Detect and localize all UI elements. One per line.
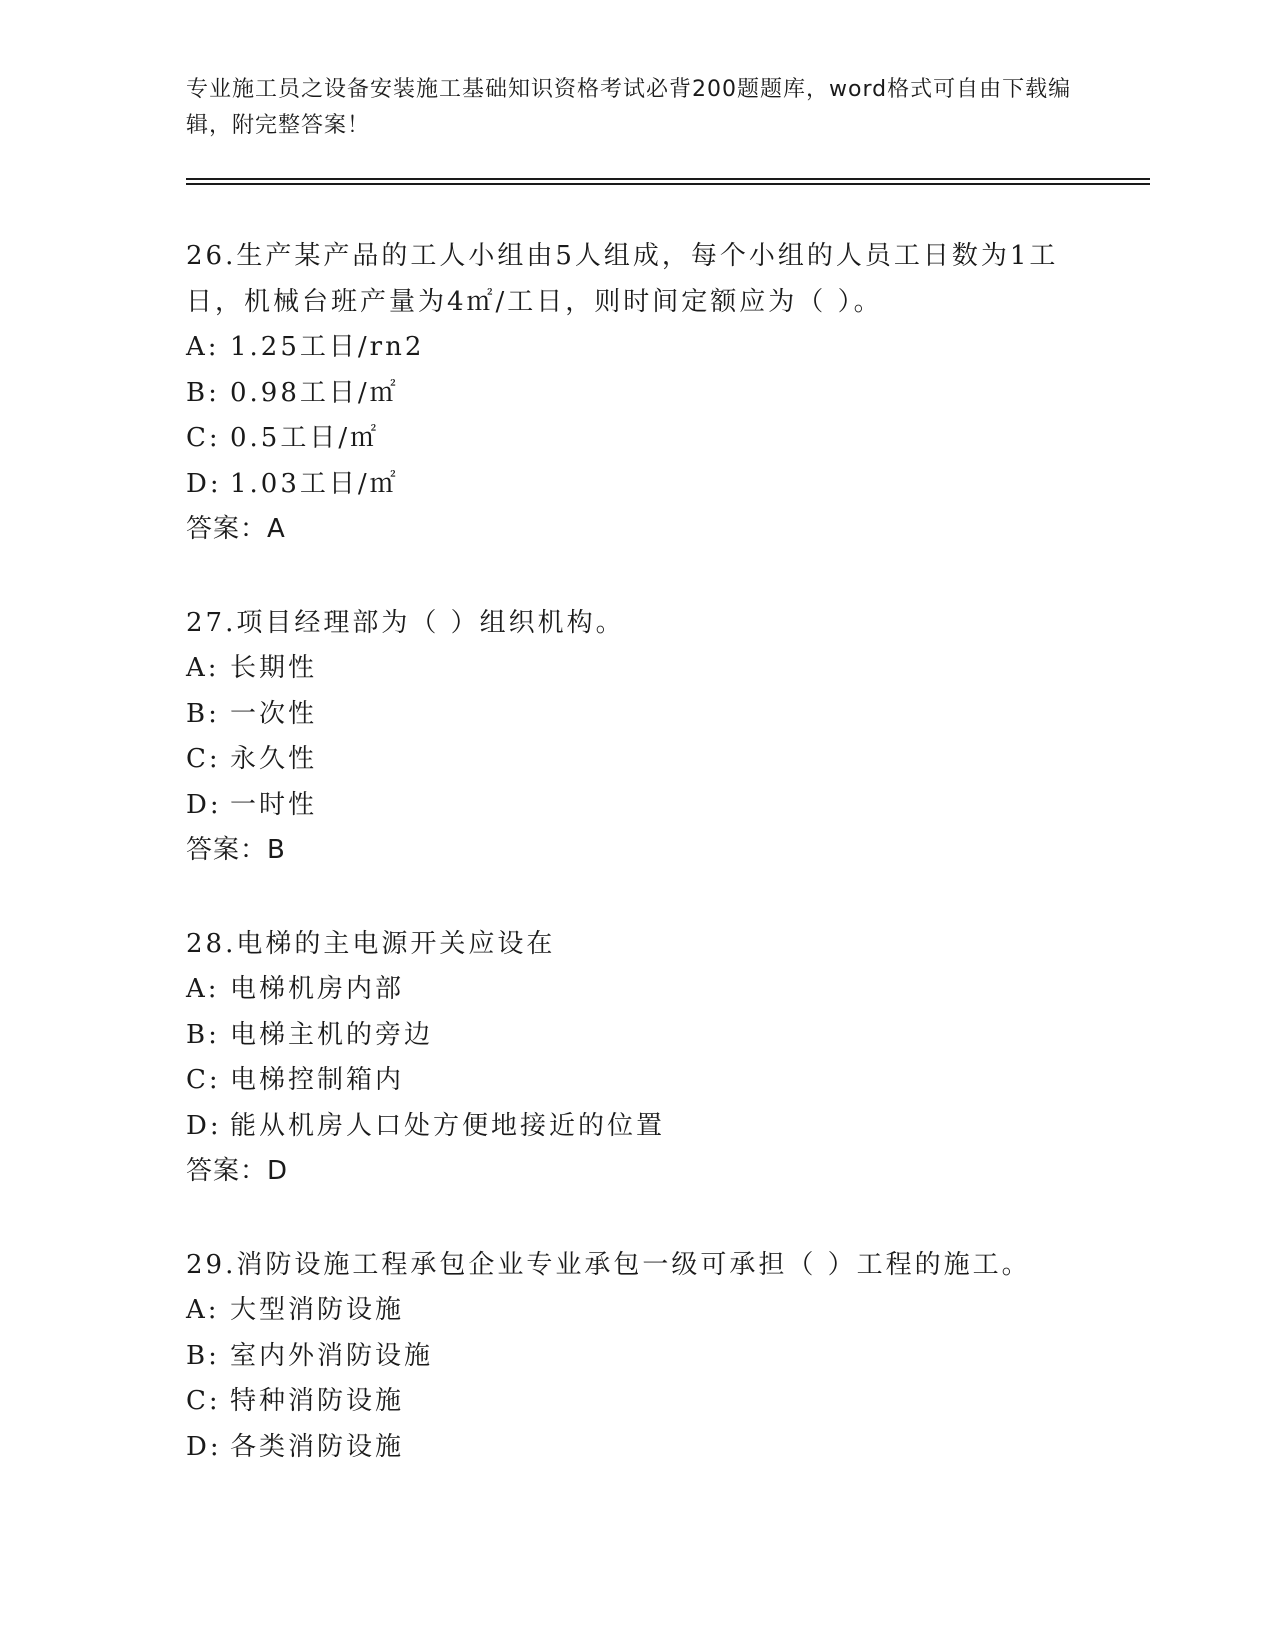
option-text: 1.03工日/㎡ [230,468,399,499]
option-c [186,737,1086,783]
option-letter: A: [186,1295,220,1325]
option-letter: B: [186,1019,220,1050]
question-stem: 29.消防设施工程承包企业专业承包一级可承担（ ）工程的施工。 [186,1249,1031,1280]
question-list [186,234,1086,1518]
option-letter: A: [186,332,220,362]
answer-line: 答案：B [186,835,286,865]
answer-line: 答案：D [186,1156,289,1186]
option-text: 0.5工日/㎡ [230,423,380,453]
option-text: 特种消防设施 [230,1386,405,1416]
option-text: 一次性 [230,698,318,729]
option-c [186,416,1086,462]
answer-line: 答案：A [186,514,286,544]
option-b [186,692,1086,738]
option-a [186,1288,1086,1334]
option-letter: C: [186,1065,221,1095]
option-letter: D: [186,1431,222,1462]
option-text: 长期性 [230,653,318,683]
option-b [186,1013,1086,1059]
option-d [186,1104,1086,1150]
option-a [186,967,1086,1013]
option-a [186,646,1086,692]
option-text: 永久性 [230,744,318,774]
option-text: 0.98工日/㎡ [230,377,399,408]
option-text: 1.25工日/rn2 [230,332,425,362]
option-letter: D: [186,789,222,820]
option-text: 各类消防设施 [230,1431,405,1462]
question-27 [186,601,1086,874]
question-26 [186,234,1086,553]
option-text: 大型消防设施 [230,1295,405,1325]
option-text: 室内外消防设施 [230,1340,434,1371]
option-letter: C: [186,744,221,774]
option-text: 电梯主机的旁边 [230,1019,434,1050]
option-b [186,1334,1086,1380]
question-stem: 27.项目经理部为（ ）组织机构。 [186,607,625,638]
option-letter: D: [186,1110,222,1141]
option-d [186,783,1086,829]
option-letter: A: [186,974,220,1004]
question-stem: 28.电梯的主电源开关应设在 [186,928,556,959]
option-c [186,1058,1086,1104]
option-text: 电梯控制箱内 [230,1065,405,1095]
question-stem: 26.生产某产品的工人小组由5人组成，每个小组的人员工日数为1工日，机械台班产量为4㎡/工日，则时间定额应为（ ）。 [186,241,1059,317]
option-letter: A: [186,653,220,683]
option-b [186,371,1086,417]
option-letter: B: [186,377,220,408]
option-letter: C: [186,1386,221,1416]
question-28 [186,922,1086,1195]
header-divider-top [186,178,1150,180]
question-29 [186,1243,1086,1471]
option-a [186,325,1086,371]
option-letter: D: [186,468,222,499]
header-divider-bottom [186,183,1150,185]
option-text: 一时性 [230,789,318,820]
option-d [186,1425,1086,1471]
option-d [186,462,1086,508]
option-letter: B: [186,1340,220,1371]
option-text: 能从机房人口处方便地接近的位置 [230,1110,666,1141]
option-text: 电梯机房内部 [230,974,405,1004]
document-header: 专业施工员之设备安装施工基础知识资格考试必背200题题库，word格式可自由下载编辑，附完整答案！ [186,77,1072,138]
option-letter: B: [186,698,220,729]
option-letter: C: [186,423,221,453]
option-c [186,1379,1086,1425]
